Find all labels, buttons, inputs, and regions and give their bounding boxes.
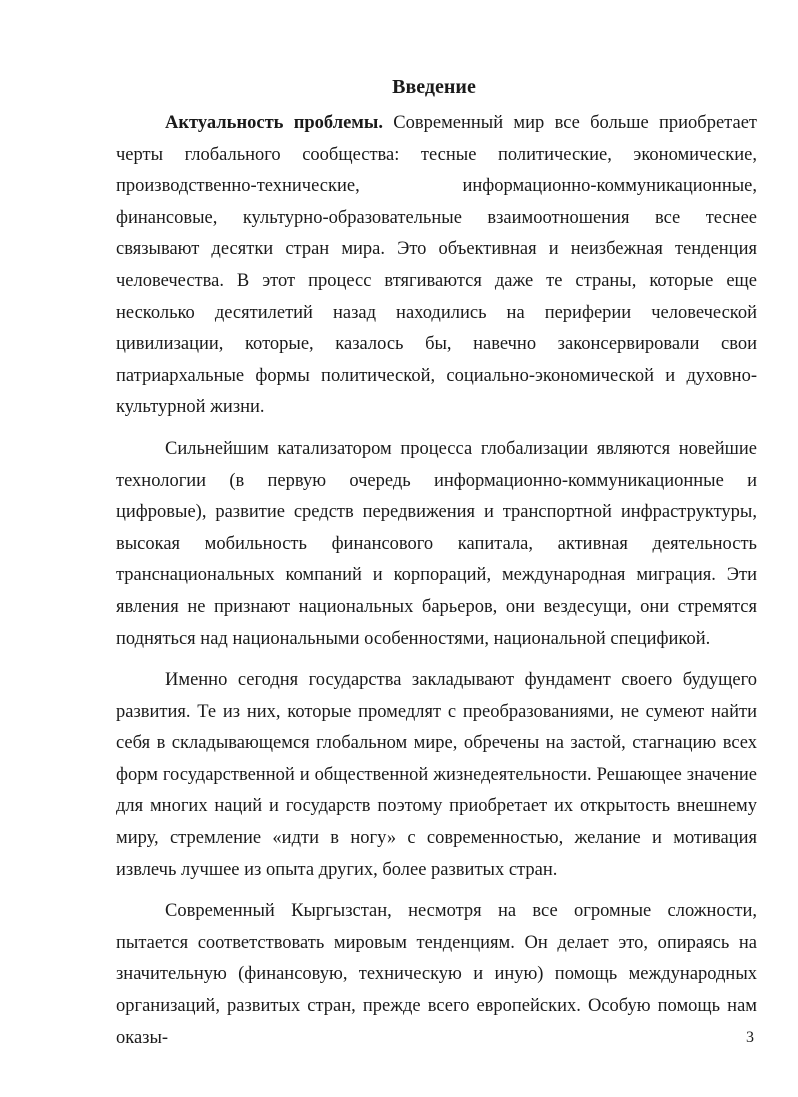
paragraph-lead-heading: Актуальность проблемы. — [165, 113, 383, 133]
page-title: Введение — [392, 76, 476, 98]
body-text — [116, 108, 757, 1064]
paragraph-globalization-catalysts: Сильнейшим катализатором процесса глобализации являются новейшие технологии (в первую очередь информационно-коммуникационные и цифровые), развитие средств передвижения и транспортной инфраструктуры, высокая мобильность финансового капитала, активная деятельность транснациональных компаний и корпораций, международная миграция. Эти явления не признают национальных барьеров, они вездесущи, они стремятся подняться над национальными особенностями, национальной спецификой. — [116, 438, 757, 649]
paragraph-text: Современный мир все больше приобретает черты глобального сообщества: тесные политические, экономические, производственно-технические, информационно-коммуникационные, финансовые, культурно-образовательные взаимоотношения все теснее связывают десятки стран мира. Это объективная и неизбежная тенденция человечества. В этот процесс втягиваются даже те страны, которые еще несколько десятилетий назад находились на периферии человеческой цивилизации, которые, казалось бы, навечно законсервировали свои патриархальные формы политической, социально-экономической и духовно-культурной жизни. — [116, 113, 757, 418]
page-number: 3 — [746, 1029, 754, 1046]
paragraph-relevance — [116, 108, 757, 424]
paragraph-kyrgyzstan: Современный Кыргызстан, несмотря на все огромные сложности, пытается соответствовать мировым тенденциям. Он делает это, опираясь на значительную (финансовую, техническую и иную) помощь международных организаций, развитых стран, прежде всего европейских. Особую помощь нам оказы- — [116, 901, 757, 1048]
paragraph-states-development: Именно сегодня государства закладывают фундамент своего будущего развития. Те из них, которые промедлят с преобразованиями, не сумеют найти себя в складывающемся глобальном мире, обречены на застой, стагнацию всех форм государственной и общественной жизнедеятельности. Решающее значение для многих наций и государств поэтому приобретает их открытость внешнему миру, стремление «идти в ногу» с современностью, желание и мотивация извлечь лучшее из опыта других, более развитых стран. — [116, 670, 757, 880]
